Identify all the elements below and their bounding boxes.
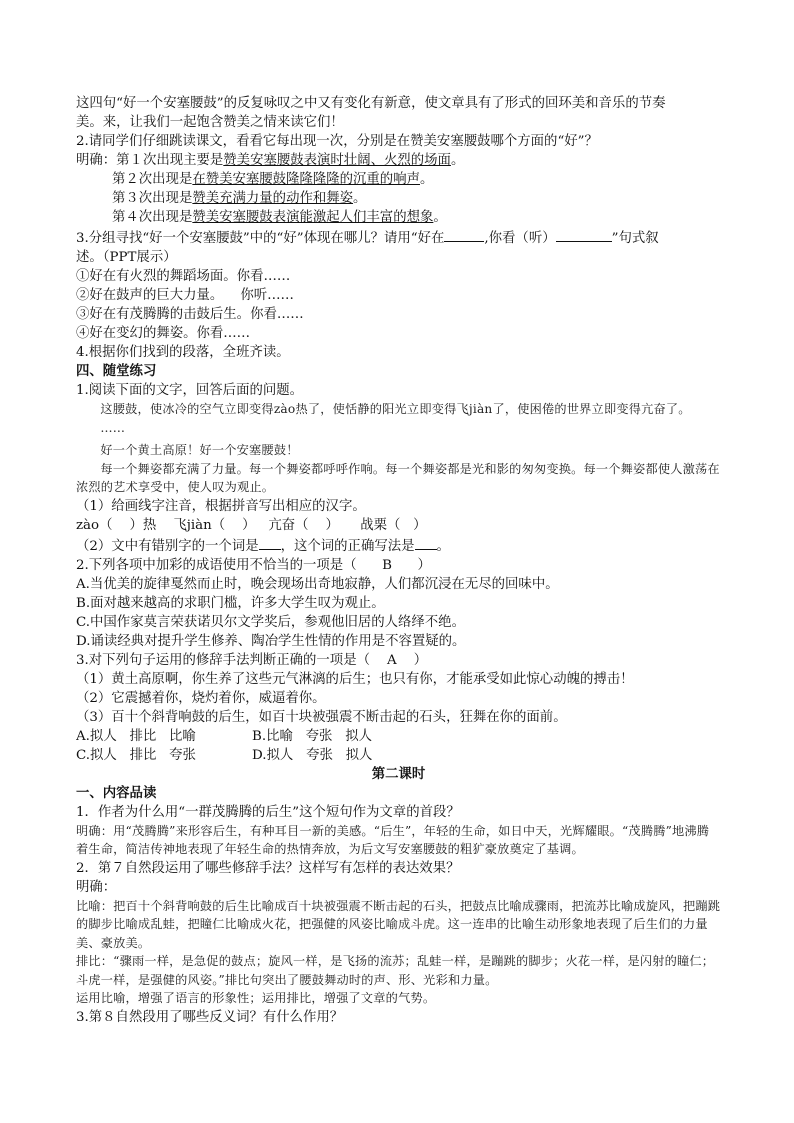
fill-blank-3: [259, 535, 281, 550]
exercise-3-sentence-1: （1）黄土高原啊，你生养了这些元气淋漓的后生；也只有你，才能承受如此惊心动魄的搏击！: [76, 671, 634, 687]
exercise-2: 2.下列各项中加彩的成语使用不恰当的一项是（ B ）: [76, 557, 431, 573]
answer-4-end: 。: [433, 210, 447, 225]
question-4: 4.根据你们找到的段落，全班齐读。: [76, 345, 290, 360]
fill-blank-1: [444, 227, 484, 242]
sub-2-text-c: 。: [436, 538, 450, 554]
answer-3-prefix: 第３次出现是: [112, 191, 193, 206]
exercise-3-options-ab: [76, 727, 721, 746]
fill-blank-2: [556, 227, 612, 242]
exercise-3-sentence-3: （3）百十个斜背响鼓的后生，如百十块被强震不断击起的石头，狂舞在你的面前。: [76, 709, 567, 725]
question-2: 2.请同学们仔细跳读课文，看看它每出现一次，分别是在赞美安塞腰鼓哪个方面的“好”？: [76, 134, 598, 149]
exercise-3: 3.对下列句子运用的修辞手法判断正确的一项是（ A ）: [76, 652, 428, 668]
sub-2-text-a: （2）文中有错别字的一个词是: [76, 538, 259, 554]
exercise-3-option-c: C.拟人 排比 夸张: [76, 747, 196, 763]
sub-2-text-b: ，这个词的正确写法是: [280, 538, 415, 554]
exercise-3-options-cd: [76, 746, 721, 765]
lesson-2-question-2: 2．第７自然段运用了哪些修辞手法？这样写有怎样的表达效果？: [76, 860, 460, 876]
exercise-3-option-a: A.拟人 排比 比喻: [76, 728, 196, 744]
exercise-2-option-b: B.面对越来越高的求职门槛，许多大学生叹为观止。: [76, 595, 385, 611]
passage-paragraph-2: 好一个黄土高原！好一个安塞腰鼓！: [100, 443, 299, 457]
section-4-heading: 四、随堂练习: [76, 363, 157, 379]
exercise-1-sub-1: （1）给画线字注音，根据拼音写出相应的汉字。: [76, 498, 366, 514]
lesson-2-question-3: 3.第８自然段用了哪些反义词？有什么作用？: [76, 1009, 344, 1025]
answer-1-underlined: 赞美安塞腰鼓表演时壮阔、火烈的场面: [223, 153, 451, 168]
lesson-2-parallelism-analysis: 排比：“骤雨一样，是急促的鼓点；旋风一样，是飞扬的流苏；乱蛙一样，是蹦跳的脚步；火花一样，是闪射的瞳仁；斗虎一样，是强健的风姿。”排比句突出了腰鼓舞动时的声、形、光彩和力量。: [76, 954, 715, 987]
exercise-1-sub-1-fill: zào（ ）热 飞jiàn（ ） 亢奋（ ） 战栗（ ）: [76, 517, 427, 533]
question-3-item-2: ②好在鼓声的巨大力量。 你听……: [76, 288, 294, 303]
question-3-text-c: ”句式叙: [611, 231, 659, 246]
document-page: [76, 94, 721, 1027]
passage-ellipsis: ……: [100, 420, 126, 435]
lesson-2-metaphor-analysis: 比喻：把百十个斜背响鼓的后生比喻成百十块被强震不断击起的石头，把鼓点比喻成骤雨，把流苏比喻成旋风，把蹦跳的脚步比喻成乱蛙，把瞳仁比喻成火花，把强健的风姿比喻成斗虎。这一连串的比喻生动形象地表现了后生们的力量美、豪放美。: [76, 898, 721, 950]
answer-label: 明确：: [76, 153, 117, 168]
passage-paragraph-3: 每一个舞姿都充满了力量。每一个舞姿都呼呼作响。每一个舞姿都是光和影的匆匆变换。每一个舞姿都使人激荡在浓烈的艺术享受中，使人叹为观止。: [76, 461, 720, 494]
lesson-2-title: 第二课时: [371, 765, 426, 782]
answer-2-underlined: 在赞美安塞腰鼓隆隆隆隆的沉重的响声: [192, 172, 420, 187]
reading-passage: [76, 400, 721, 497]
answer-4: [76, 208, 721, 227]
exercise-2-option-d: D.诵读经典对提升学生修养、陶冶学生性情的作用是不容置疑的。: [76, 633, 466, 649]
answer-3-end: 。: [353, 191, 367, 206]
exercise-3-option-b: B.比喻 夸张 拟人: [252, 728, 372, 744]
exercise-2-option-a: A.当优美的旋律戛然而止时，晚会现场出奇地寂静，人们都沉浸在无尽的回味中。: [76, 576, 559, 592]
fill-blank-4: [415, 535, 437, 550]
answer-3: [76, 189, 721, 208]
answer-2-prefix: 第２次出现是: [112, 172, 193, 187]
exercise-1: 1.阅读下面的文字，回答后面的问题。: [76, 383, 304, 398]
exercise-1-sub-2: [76, 535, 721, 556]
answer-1: [76, 151, 721, 170]
lesson-2-heading: 一、内容品读: [76, 784, 157, 801]
question-3-item-4: ④好在变幻的舞姿。你看……: [76, 326, 251, 341]
question-3-text-b: ,你看（听）: [484, 231, 556, 246]
lesson-2-answer-1: 明确：用“茂腾腾”来形容后生，有种耳目一新的美感。“后生”，年轻的生命，如日中天，光辉耀眼。“茂腾腾”地沸腾着生命，简洁传神地表现了年轻生命的热情奔放，为后文写安塞腰鼓的粗犷豪放奠定了基调。: [76, 823, 710, 856]
answer-4-prefix: 第４次出现是: [112, 210, 193, 225]
question-3-line-1: [76, 227, 721, 248]
intro-line-1: 这四句“好一个安塞腰鼓”的反复咏叹之中又有变化有新意，使文章具有了形式的回环美和音乐的节奏: [76, 96, 666, 111]
answer-1-prefix: 第１次出现主要是: [116, 153, 224, 168]
question-3-item-3: ③好在有茂腾腾的击鼓后生。你看……: [76, 307, 304, 322]
answer-2: [76, 170, 721, 189]
answer-2-end: 。: [419, 172, 434, 187]
answer-1-end: 。: [450, 153, 465, 168]
question-3-text-a: 3.分组寻找“好一个安塞腰鼓”中的“好”体现在哪儿？请用“好在: [76, 231, 445, 246]
answer-4-underlined: 赞美安塞腰鼓表演能激起人们丰富的想象: [192, 210, 434, 225]
answer-3-underlined: 赞美充满力量的动作和舞姿: [192, 191, 354, 206]
exercise-2-option-c: C.中国作家莫言荣获诺贝尔文学奖后，参观他旧居的人络绎不绝。: [76, 614, 465, 630]
intro-line-2: 美。来，让我们一起饱含赞美之情来读它们！: [76, 115, 344, 130]
lesson-2-question-1: 1．作者为什么用“一群茂腾腾的后生”这个短句作为文章的首段？: [76, 804, 460, 820]
exercise-3-sentence-2: （2）它震撼着你，烧灼着你，威逼着你。: [76, 690, 326, 706]
question-3-item-1: ①好在有火烈的舞蹈场面。你看……: [76, 269, 291, 284]
question-3-line-2: 述。（PPT展示）: [76, 250, 177, 265]
lesson-2-answer-label: 明确：: [76, 879, 117, 895]
lesson-2-summary: 运用比喻，增强了语言的形象性；运用排比，增强了文章的气势。: [76, 991, 436, 1005]
passage-paragraph-1: 这腰鼓，使冰冷的空气立即变得zào热了，使恬静的阳光立即变得飞jiàn了，使困倦的世界立即变得亢奋了。: [100, 402, 691, 416]
exercise-3-option-d: D.拟人 夸张 拟人: [252, 747, 373, 763]
